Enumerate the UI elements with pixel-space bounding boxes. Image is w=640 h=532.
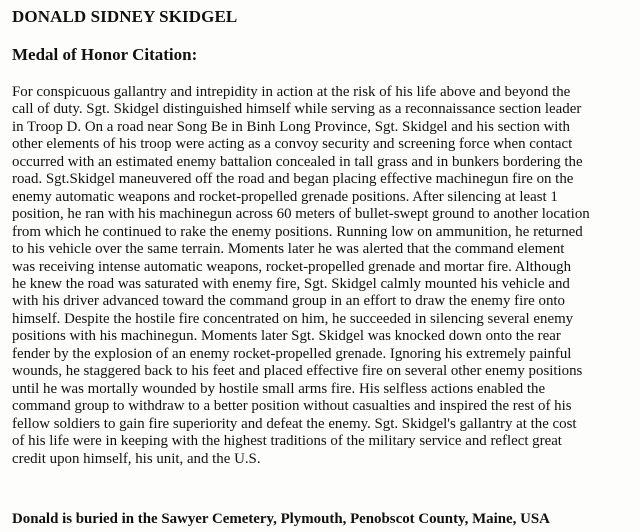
citation-line: wounds, he staggered back to his feet and placed effective fire on several other enemy positions [12, 363, 583, 380]
citation-line: himself. Despite the hostile fire concentrated on him, he succeeded in silencing several enemy [12, 310, 574, 327]
citation-line: enemy automatic weapons and rocket-propelled grenade positions. After silencing at least 1 [12, 188, 558, 205]
section-heading: Medal of Honor Citation: [12, 45, 198, 64]
citation-line: For conspicuous gallantry and intrepidity in action at the risk of his life above and beyond the [12, 84, 571, 100]
citation-line: with his driver advanced toward the command group in an effort to draw the enemy fire onto [12, 293, 565, 310]
citation-line: was receiving intense automatic weapons, rocket-propelled grenade and mortar fire. Although [12, 258, 572, 275]
citation-line: road. Sgt.Skidgel maneuvered off the road and began placing effective machinegun fire on the [12, 171, 574, 188]
citation-line: command group to withdraw to a better position without casualties and inspired the rest of his [12, 398, 572, 415]
citation-line: he knew the road was saturated with enemy fire, Sgt. Skidgel calmly mounted his vehicle and [12, 275, 570, 292]
citation-line: positions with his machinegun. Moments later Sgt. Skidgel was knocked down onto the rear [12, 328, 561, 345]
citation-paragraph [12, 84, 638, 468]
citation-line: until he was mortally wounded by hostile small arms fire. His selfless actions enabled the [12, 380, 546, 397]
citation-line: credit upon himself, his unit, and the U.S. [12, 450, 261, 467]
citation-line: from which he continued to rake the enemy positions. Running low on ammunition, he returned [12, 223, 583, 240]
citation-line: fender by the explosion of an enemy rocket-propelled grenade. Ignoring his extremely painful [12, 345, 572, 362]
citation-line: occurred with an estimated enemy battalion concealed in tall grass and in bunkers bordering the [12, 153, 583, 170]
citation-line: call of duty. Sgt. Skidgel distinguished himself while serving as a reconnaissance section leader [12, 101, 582, 118]
burial-note: Donald is buried in the Sawyer Cemetery, Plymouth, Penobscot County, Maine, USA [12, 511, 550, 527]
citation-line: position, he ran with his machinegun across 60 meters of bullet-swept ground to another location [12, 206, 590, 223]
citation-line: fellow soldiers to gain fire superiority and defeat the enemy. Sgt. Skidgel's gallantry at the cost [12, 415, 577, 432]
citation-line: in Troop D. On a road near Song Be in Binh Long Province, Sgt. Skidgel and his section with [12, 118, 570, 135]
honoree-name: DONALD SIDNEY SKIDGEL [12, 7, 238, 26]
citation-line: to his vehicle over the same terrain. Moments later he was alerted that the command element [12, 241, 565, 258]
citation-line: of his life were in keeping with the highest traditions of the military service and reflect great [12, 433, 562, 450]
citation-line: other elements of his troop were acting as a convoy security and screening force when contact [12, 136, 573, 153]
